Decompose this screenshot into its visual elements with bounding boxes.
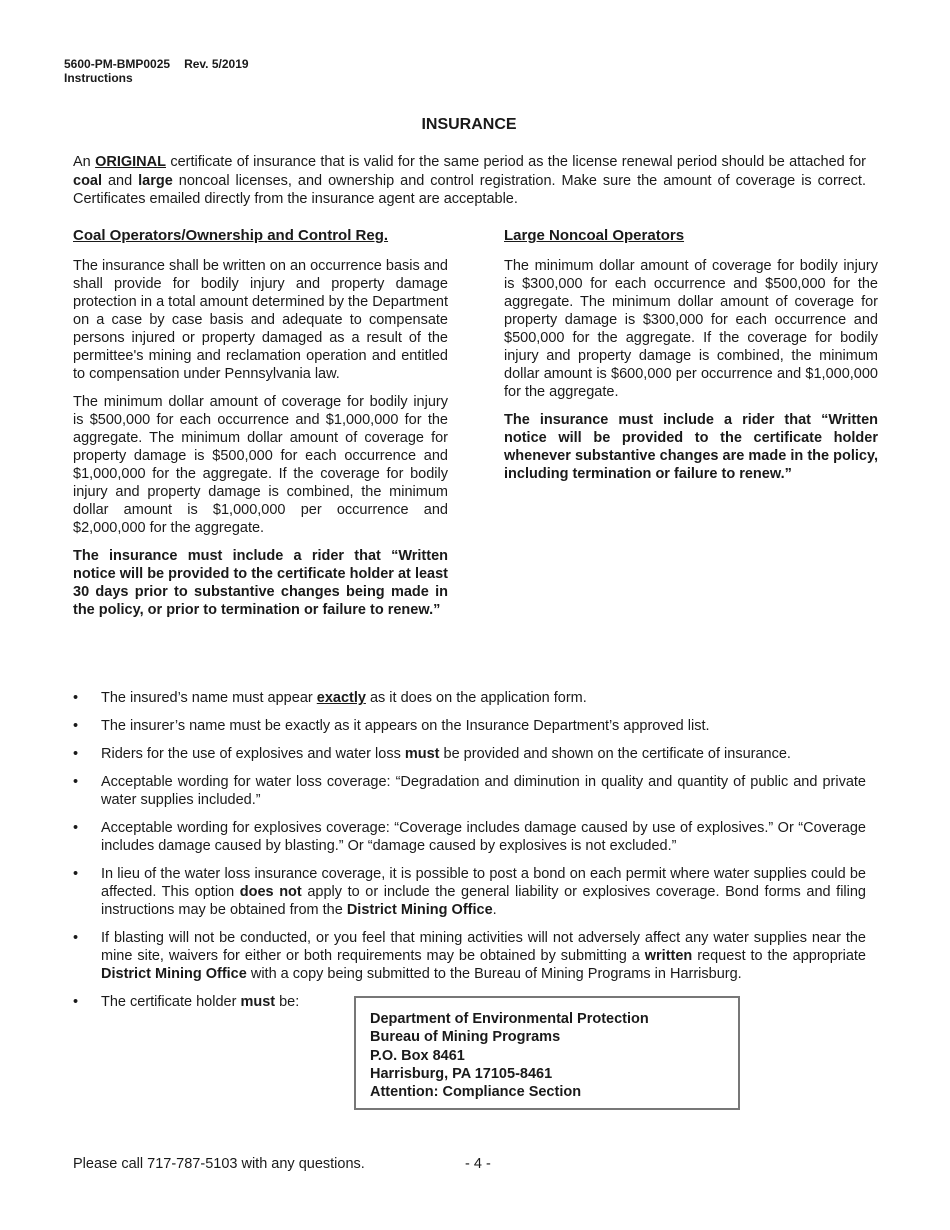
bullet-icon: • — [73, 746, 79, 762]
item-emphasis: written — [644, 948, 693, 964]
bullet-icon: • — [73, 930, 79, 946]
item-text: In lieu of the water loss insurance coverage, it is possible to post a bond on each permit where water supplies could be affected. This option — [101, 866, 866, 900]
footer-contact: Please call 717-787-5103 with any questions. — [73, 1156, 365, 1172]
item-text: as it does on the application form. — [365, 690, 587, 706]
coal-operators-column — [73, 227, 448, 629]
bullet-icon: • — [73, 866, 79, 882]
large-noncoal-heading: Large Noncoal Operators — [504, 227, 685, 244]
large-noncoal-para-1: The minimum dollar amount of coverage for bodily injury is $300,000 for each occurrence and $500,000 for the aggregate. The minimum dollar amount of coverage for property damage is $300,000 for each occurrence and $500,000 for the aggregate. If the coverage for bodily injury and property damage is combined, the minimum dollar amount is $600,000 per occurrence and $1,000,000 for the aggregate. — [504, 258, 878, 400]
intro-text-2: certificate of insurance that is valid for the same period as the license renewal period should be attached for — [165, 154, 867, 170]
page-number: - 4 - — [465, 1156, 491, 1172]
coal-operators-heading: Coal Operators/Ownership and Control Reg. — [73, 227, 389, 244]
bullet-icon: • — [73, 690, 79, 706]
item-text: Acceptable wording for explosives coverage: “Coverage includes damage caused by use of explosives.” Or “Coverage includes damage caused by blasting.” Or “damage caused by explosives is not excluded.” — [101, 820, 866, 854]
intro-coal: coal — [73, 172, 103, 189]
item-emphasis: does not — [239, 884, 302, 900]
item-text: The insured’s name must appear — [101, 690, 317, 706]
certificate-holder-box — [354, 996, 740, 1110]
bullet-icon: • — [73, 994, 79, 1010]
intro-paragraph — [73, 153, 866, 209]
bullet-icon: • — [73, 718, 79, 734]
list-item — [73, 773, 866, 809]
list-item — [73, 865, 866, 919]
item-text: apply to or include the general liability or explosives coverage. Bond forms and filing instructions may be obtained from the — [101, 884, 866, 918]
item-text: Riders for the use of explosives and water loss — [101, 746, 405, 762]
item-emphasis: must — [240, 994, 276, 1010]
item-text: . — [492, 902, 497, 918]
item-text: Acceptable wording for water loss coverage: “Degradation and diminution in quality and quantity of public and private water supplies included.” — [101, 774, 866, 808]
item-emphasis: District Mining Office — [346, 902, 493, 918]
item-text: be provided and shown on the certificate of insurance. — [439, 746, 791, 762]
coal-operators-para-1: The insurance shall be written on an occurrence basis and shall provide for bodily injury and property damage protection in a total amount determined by the Department on a case by case basis and adequate to compensate persons injured or property damaged as a result of the permittee's mining and reclamation operation and entitled to compensation under Pennsylvania law. — [73, 258, 448, 382]
bullet-icon: • — [73, 774, 79, 790]
list-item — [73, 929, 866, 983]
address-line-1: Department of Environmental Protection — [370, 1011, 649, 1027]
item-text: request to the appropriate — [692, 948, 866, 964]
item-text: If blasting will not be conducted, or you feel that mining activities will not adversely affect any water supplies near the mine site, waivers for either or both requirements may be obtained by submitting a — [101, 930, 866, 964]
list-item — [73, 819, 866, 855]
item-emphasis: must — [404, 746, 440, 762]
intro-text-1: An — [73, 154, 96, 170]
intro-text-4: noncoal licenses, and ownership and control registration. Make sure the amount of coverage is correct. Certificates emailed directly from the insurance agent are acceptable. — [73, 172, 866, 207]
item-text: with a copy being submitted to the Bureau of Mining Programs in Harrisburg. — [246, 966, 742, 982]
form-header — [64, 57, 249, 85]
form-subtitle: Instructions — [64, 71, 133, 85]
coal-operators-para-2: The minimum dollar amount of coverage for bodily injury is $500,000 for each occurrence and $1,000,000 for the aggregate. The minimum dollar amount of coverage for property damage is $500,000 for each occurrence and $1,000,000 for the aggregate. If the coverage for bodily injury and property damage is combined, the minimum dollar amount is $1,000,000 per occurrence and $2,000,000 for the aggregate. — [73, 394, 448, 536]
item-emphasis: District Mining Office — [101, 966, 247, 982]
intro-text-3: and — [102, 172, 139, 189]
intro-original: ORIGINAL — [95, 154, 166, 170]
intro-large: large — [138, 172, 173, 189]
item-emphasis: exactly — [316, 690, 366, 706]
form-revision: Rev. 5/2019 — [184, 57, 249, 71]
address-line-2: Bureau of Mining Programs — [370, 1029, 561, 1046]
list-item — [73, 689, 866, 707]
item-text: The insurer’s name must be exactly as it appears on the Insurance Department’s approved list. — [101, 718, 710, 734]
address-line-4: Harrisburg, PA 17105-8461 — [370, 1065, 553, 1082]
page-title: INSURANCE — [421, 116, 517, 133]
address-line-5: Attention: Compliance Section — [370, 1084, 582, 1101]
address-line-3: P.O. Box 8461 — [370, 1047, 465, 1064]
item-text: be: — [275, 994, 300, 1010]
form-id: 5600-PM-BMP0025 — [64, 57, 171, 71]
coal-operators-rider: The insurance must include a rider that “Written notice will be provided to the certificate holder at least 30 days prior to substantive changes being made in the policy, or prior to termination or failure to renew.” — [73, 548, 448, 618]
large-noncoal-rider: The insurance must include a rider that “Written notice will be provided to the certificate holder whenever substantive changes are made in the policy, including termination or failure to renew.” — [504, 412, 878, 482]
list-item — [73, 745, 866, 763]
large-noncoal-column — [504, 227, 878, 493]
bullet-icon: • — [73, 820, 79, 836]
list-item — [73, 717, 866, 735]
item-text: The certificate holder — [101, 994, 241, 1010]
requirements-list — [73, 689, 866, 1027]
